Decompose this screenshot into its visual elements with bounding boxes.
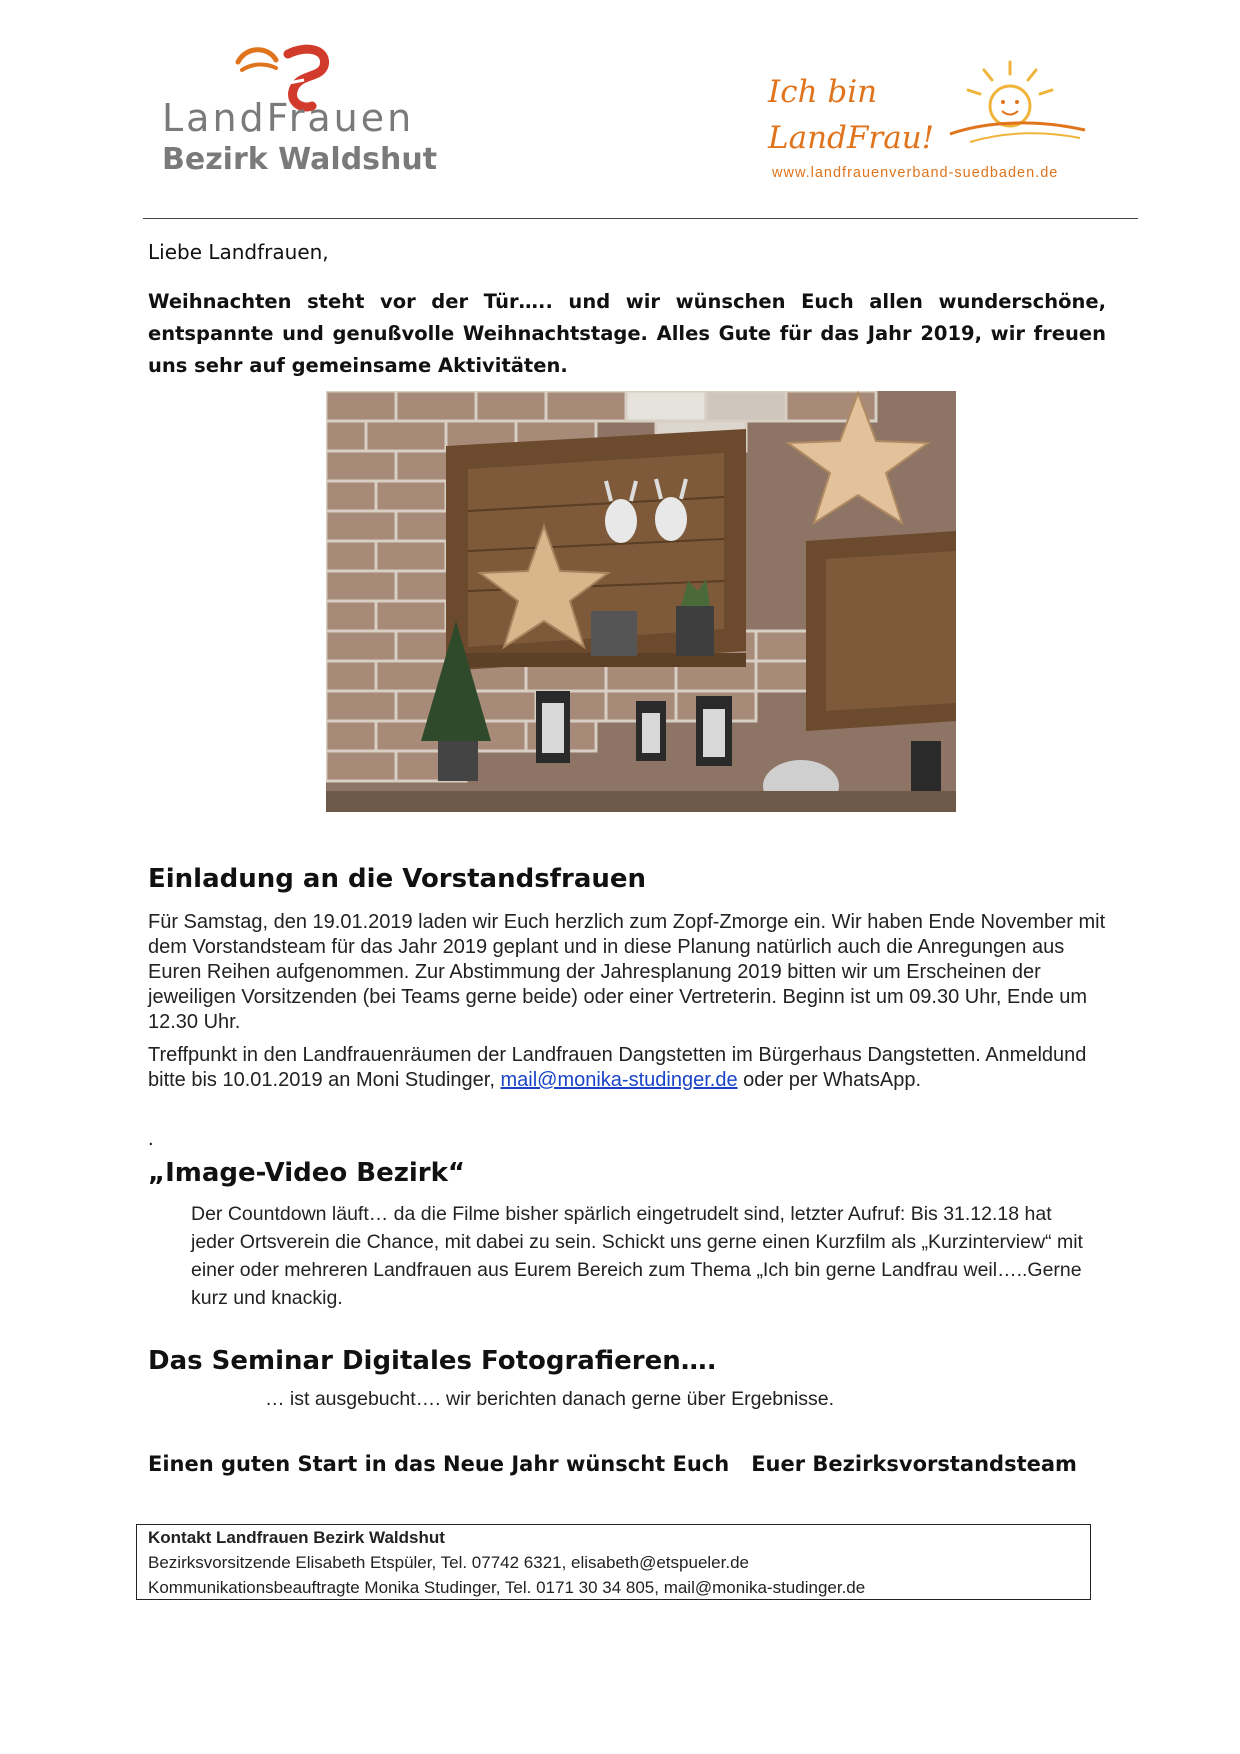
email-link[interactable]: mail@monika-studinger.de (500, 1069, 738, 1091)
closing-line (148, 1452, 1077, 1476)
logo-subtitle: Bezirk Waldshut (162, 142, 438, 177)
seminar-paragraph: … ist ausgebucht…. wir berichten danach gerne über Ergebnisse. (265, 1388, 835, 1410)
closing-wish: Einen guten Start in das Neue Jahr wünscht Euch (148, 1452, 730, 1476)
logo-title: LandFrauen (162, 96, 415, 140)
heading-image-video: „Image-Video Bezirk“ (148, 1158, 465, 1188)
logo-line-1: Ich bin (768, 74, 878, 110)
sun-icon (940, 56, 1090, 146)
einladung-paragraph-1: Für Samstag, den 19.01.2019 laden wir Euch herzlich zum Zopf-Zmorge ein. Wir haben Ende November mit dem Vorstandsteam für das Jahr 2019 geplant und in diese Planung natürlich auch die Anregungen aus Euren Reihen aufgenommen. Zur Abstimmung der Jahresplanung 2019 bitten wir um Erscheinen der jeweiligen Vorsitzenden (bei Teams gerne beide) oder einer Vertreterin. Beginn ist um 09.30 Uhr, Ende um 12.30 Uhr. (148, 911, 1106, 1033)
landfrauen-logo (150, 44, 450, 184)
greeting: Liebe Landfrauen, (148, 240, 329, 264)
einladung-paragraph-2 (148, 1043, 1108, 1093)
contact-box (136, 1524, 1091, 1600)
separator-dot: . (148, 1128, 154, 1150)
heading-einladung: Einladung an die Vorstandsfrauen (148, 864, 647, 894)
contact-line-communication: Kommunikationsbeauftragte Monika Studinger, Tel. 0171 30 34 805, mail@monika-studinger.de (148, 1578, 866, 1597)
website-url: www.landfrauenverband-suedbaden.de (772, 165, 1059, 181)
logo-line-2: LandFrau! (768, 120, 935, 156)
intro-text: Weihnachten steht vor der Tür….. und wir wünschen Euch allen wunderschöne, entspannte und genußvolle Weihnachtstage. Alles Gute für das Jahr 2019, wir freuen uns sehr auf gemeinsame Aktivitäten. (148, 290, 1106, 377)
contact-title: Kontakt Landfrauen Bezirk Waldshut (148, 1528, 445, 1547)
header-divider (143, 218, 1138, 219)
heading-seminar: Das Seminar Digitales Fotografieren…. (148, 1346, 717, 1376)
ich-bin-landfrau-logo (762, 56, 1102, 186)
contact-line-chair: Bezirksvorsitzende Elisabeth Etspüler, Tel. 07742 6321, elisabeth@etspueler.de (148, 1553, 749, 1572)
einladung-paragraph-2-text: Treffpunkt in den Landfrauenräumen der Landfrauen Dangstetten im Bürgerhaus Dangstetten. Anmeldund bitte bis 10.01.2019 an Moni Studinger, (148, 1044, 1087, 1091)
christmas-decoration-photo (326, 391, 956, 812)
image-video-paragraph: Der Countdown läuft… da die Filme bisher spärlich eingetrudelt sind, letzter Aufruf: Bis 31.12.18 hat jeder Ortsverein die Chance, mit dabei zu sein. Schickt uns gerne einen Kurzfilm als „Kurzinterview“ mit einer oder mehreren Landfrauen aus Eurem Bereich zum Thema „Ich bin gerne Landfrau weil…..Gerne kurz und knackig. (191, 1203, 1083, 1309)
einladung-paragraph-2-end: oder per WhatsApp. (737, 1069, 922, 1091)
closing-signature: Euer Bezirksvorstandsteam (751, 1452, 1077, 1476)
